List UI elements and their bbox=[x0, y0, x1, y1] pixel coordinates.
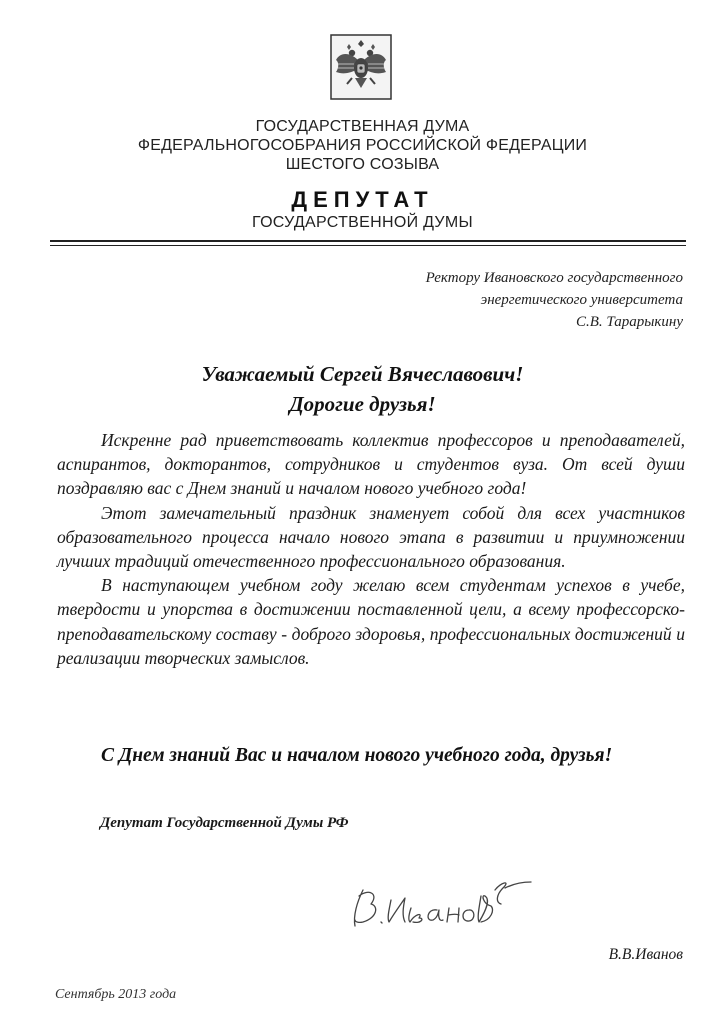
greeting-friends: Дорогие друзья! bbox=[289, 392, 436, 416]
coat-of-arms-icon bbox=[330, 34, 392, 100]
body-paragraph-2: Этот замечательный праздник знаменует собой для всех участников образовательного процесса начало нового этапа в развитии и приумножении лучших традиций отечественного профессионального образования. bbox=[57, 502, 685, 572]
header-divider-thin bbox=[50, 245, 686, 246]
letter-date: Сентябрь 2013 года bbox=[55, 987, 177, 1002]
duma-heading: ГОСУДАРСТВЕННОЙ ДУМЫ bbox=[252, 214, 473, 231]
greeting-salutation: Уважаемый Сергей Вячеславович! bbox=[201, 362, 524, 386]
header-divider-thick bbox=[50, 240, 686, 242]
signatory-title: Депутат Государственной Думы РФ bbox=[100, 815, 349, 831]
addressee-line-1: Ректору Ивановского государственного bbox=[425, 270, 683, 286]
letterhead-line-3: ШЕСТОГО СОЗЫВА bbox=[285, 156, 440, 173]
addressee-line-2: энергетического университета bbox=[480, 292, 683, 308]
body-paragraph-1: Искренне рад приветствовать коллектив профессоров и преподавателей, аспирантов, докторантов, сотрудников и студентов вуза. От всей души поздравляю вас с Днем знаний и началом нового учебного года! bbox=[57, 430, 685, 499]
addressee-block bbox=[426, 267, 683, 333]
letterhead-line-1: ГОСУДАРСТВЕННАЯ ДУМА bbox=[255, 118, 470, 135]
handwritten-signature bbox=[345, 860, 535, 940]
signatory-name: В.В.Иванов bbox=[608, 946, 683, 963]
closing-wish: С Днем знаний Вас и началом нового учебного года, друзья! bbox=[101, 745, 613, 766]
deputy-heading: ДЕПУТАТ bbox=[291, 187, 434, 212]
addressee-line-3: С.В. Тарарыкину bbox=[576, 314, 683, 330]
body-paragraph-3: В наступающем учебном году желаю всем студентам успехов в учебе, твердости и упорства в достижении поставленной цели, а всему профессорско-преподавательскому составу - доброго здоровья, профессиональных достижений и реализации творческих замыслов. bbox=[57, 575, 685, 668]
letterhead-line-2: ФЕДЕРАЛЬНОГОСОБРАНИЯ РОССИЙСКОЙ ФЕДЕРАЦИИ bbox=[137, 137, 588, 154]
letter-body bbox=[57, 428, 685, 670]
